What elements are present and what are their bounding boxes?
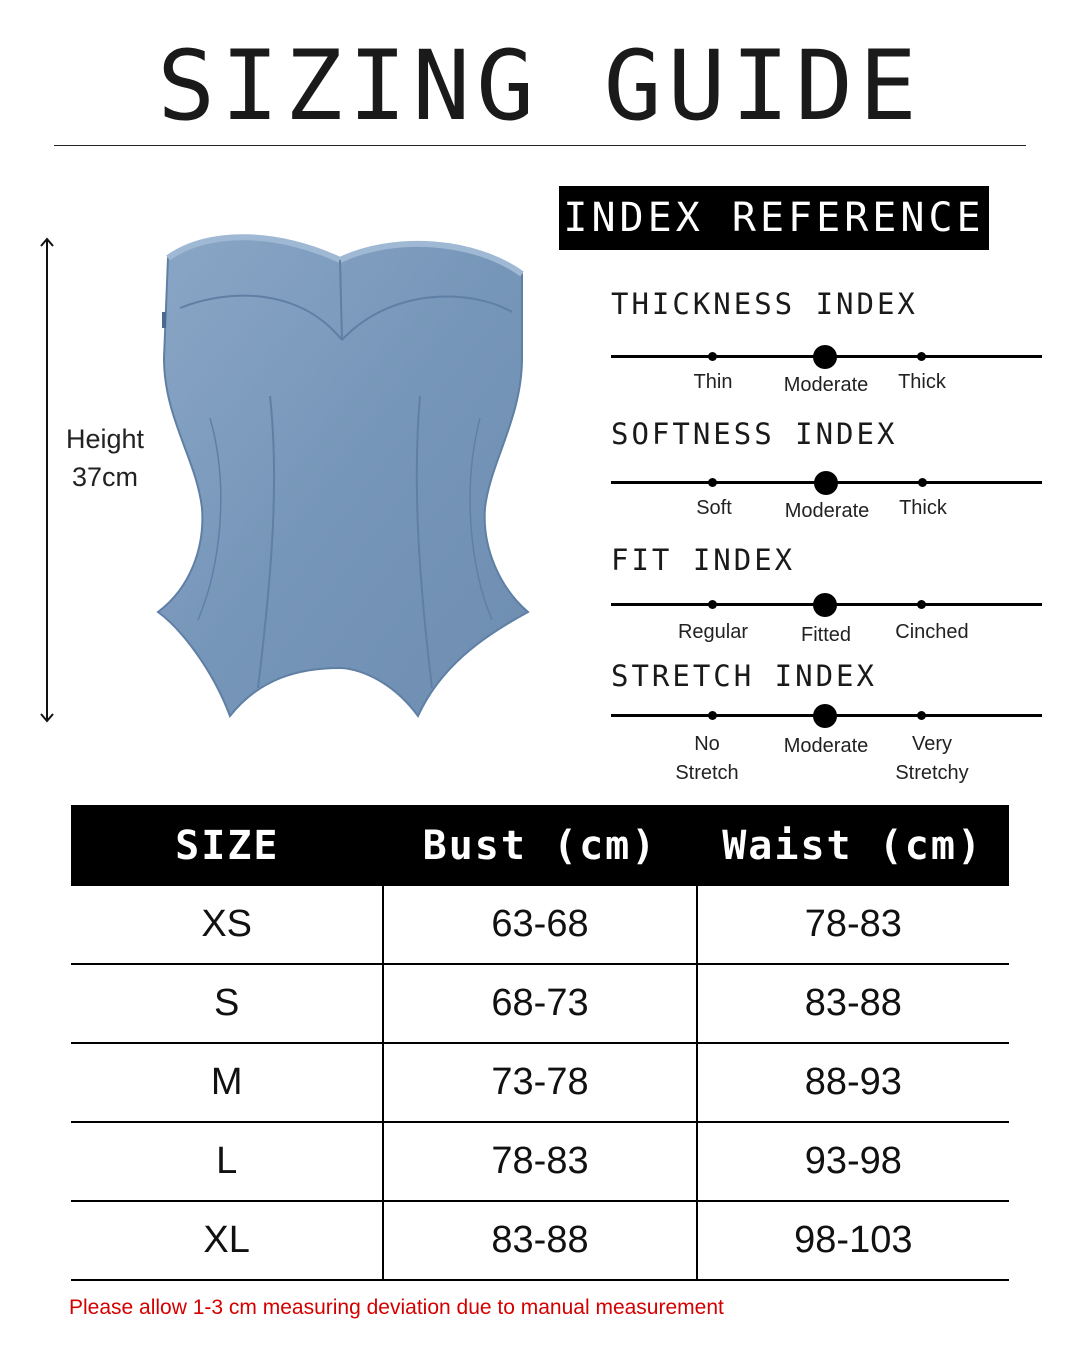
stretch-index [0, 659, 1080, 784]
scale-marker [917, 352, 926, 361]
scale-marker [917, 600, 926, 609]
size-chart-table [71, 805, 1009, 1281]
scale-marker [708, 711, 717, 720]
index-reference-header: INDEX REFERENCE [559, 186, 989, 250]
selected-scale-marker [813, 593, 837, 617]
table-row [71, 965, 1009, 1044]
bust-column-header: Bust (cm) [422, 822, 658, 869]
thickness-index [0, 287, 1080, 410]
selected-scale-marker [813, 704, 837, 728]
size-cell: M [210, 1061, 243, 1103]
scale-label: Moderate [783, 735, 869, 757]
scale-label: Thick [899, 497, 947, 519]
bust-cell: 68-73 [382, 965, 695, 1042]
scale-label: Thick [898, 371, 946, 393]
table-row [71, 1123, 1009, 1202]
table-row [71, 1044, 1009, 1123]
index-title: THICKNESS INDEX [611, 287, 918, 321]
size-column-header: SIZE [175, 822, 280, 869]
waist-cell: 88-93 [696, 1044, 1009, 1121]
scale-label: No Stretch [675, 733, 739, 784]
size-cell: L [216, 1140, 238, 1182]
index-title: FIT INDEX [611, 543, 796, 577]
waist-cell: 98-103 [696, 1202, 1009, 1279]
scale-label: Moderate [783, 374, 869, 396]
table-row [71, 886, 1009, 965]
scale-marker [918, 478, 927, 487]
bust-cell: 78-83 [382, 1123, 695, 1200]
waist-cell: 83-88 [696, 965, 1009, 1042]
height-label-text: Height [65, 424, 145, 454]
scale-marker [708, 352, 717, 361]
scale-marker [917, 711, 926, 720]
table-row [71, 1202, 1009, 1281]
waist-cell: 78-83 [696, 886, 1009, 963]
title-divider [54, 145, 1026, 146]
height-value: 37cm [71, 462, 139, 492]
page-title: SIZING GUIDE [157, 30, 923, 142]
fit-index [0, 543, 1080, 666]
size-cell: XL [203, 1219, 250, 1261]
waist-column-header: Waist (cm) [722, 822, 984, 869]
bust-cell: 73-78 [382, 1044, 695, 1121]
scale-label: Moderate [784, 500, 870, 522]
softness-index [0, 417, 1080, 540]
selected-scale-marker [813, 345, 837, 369]
scale-label: Thin [693, 371, 733, 393]
scale-label: Fitted [800, 624, 852, 646]
size-cell: XS [201, 903, 253, 945]
index-title: SOFTNESS INDEX [611, 417, 898, 451]
table-header-row [71, 805, 1009, 886]
index-title: STRETCH INDEX [611, 659, 877, 693]
measurement-disclaimer: Please allow 1-3 cm measuring deviation due to manual measurement [69, 1296, 724, 1319]
selected-scale-marker [814, 471, 838, 495]
bust-cell: 63-68 [382, 886, 695, 963]
scale-marker [708, 478, 717, 487]
scale-label: Soft [696, 497, 732, 519]
scale-label: Cinched [895, 621, 969, 643]
scale-label: Very Stretchy [895, 733, 969, 784]
size-cell: S [213, 982, 240, 1024]
scale-label: Regular [677, 621, 749, 643]
waist-cell: 93-98 [696, 1123, 1009, 1200]
scale-marker [708, 600, 717, 609]
bust-cell: 83-88 [382, 1202, 695, 1279]
